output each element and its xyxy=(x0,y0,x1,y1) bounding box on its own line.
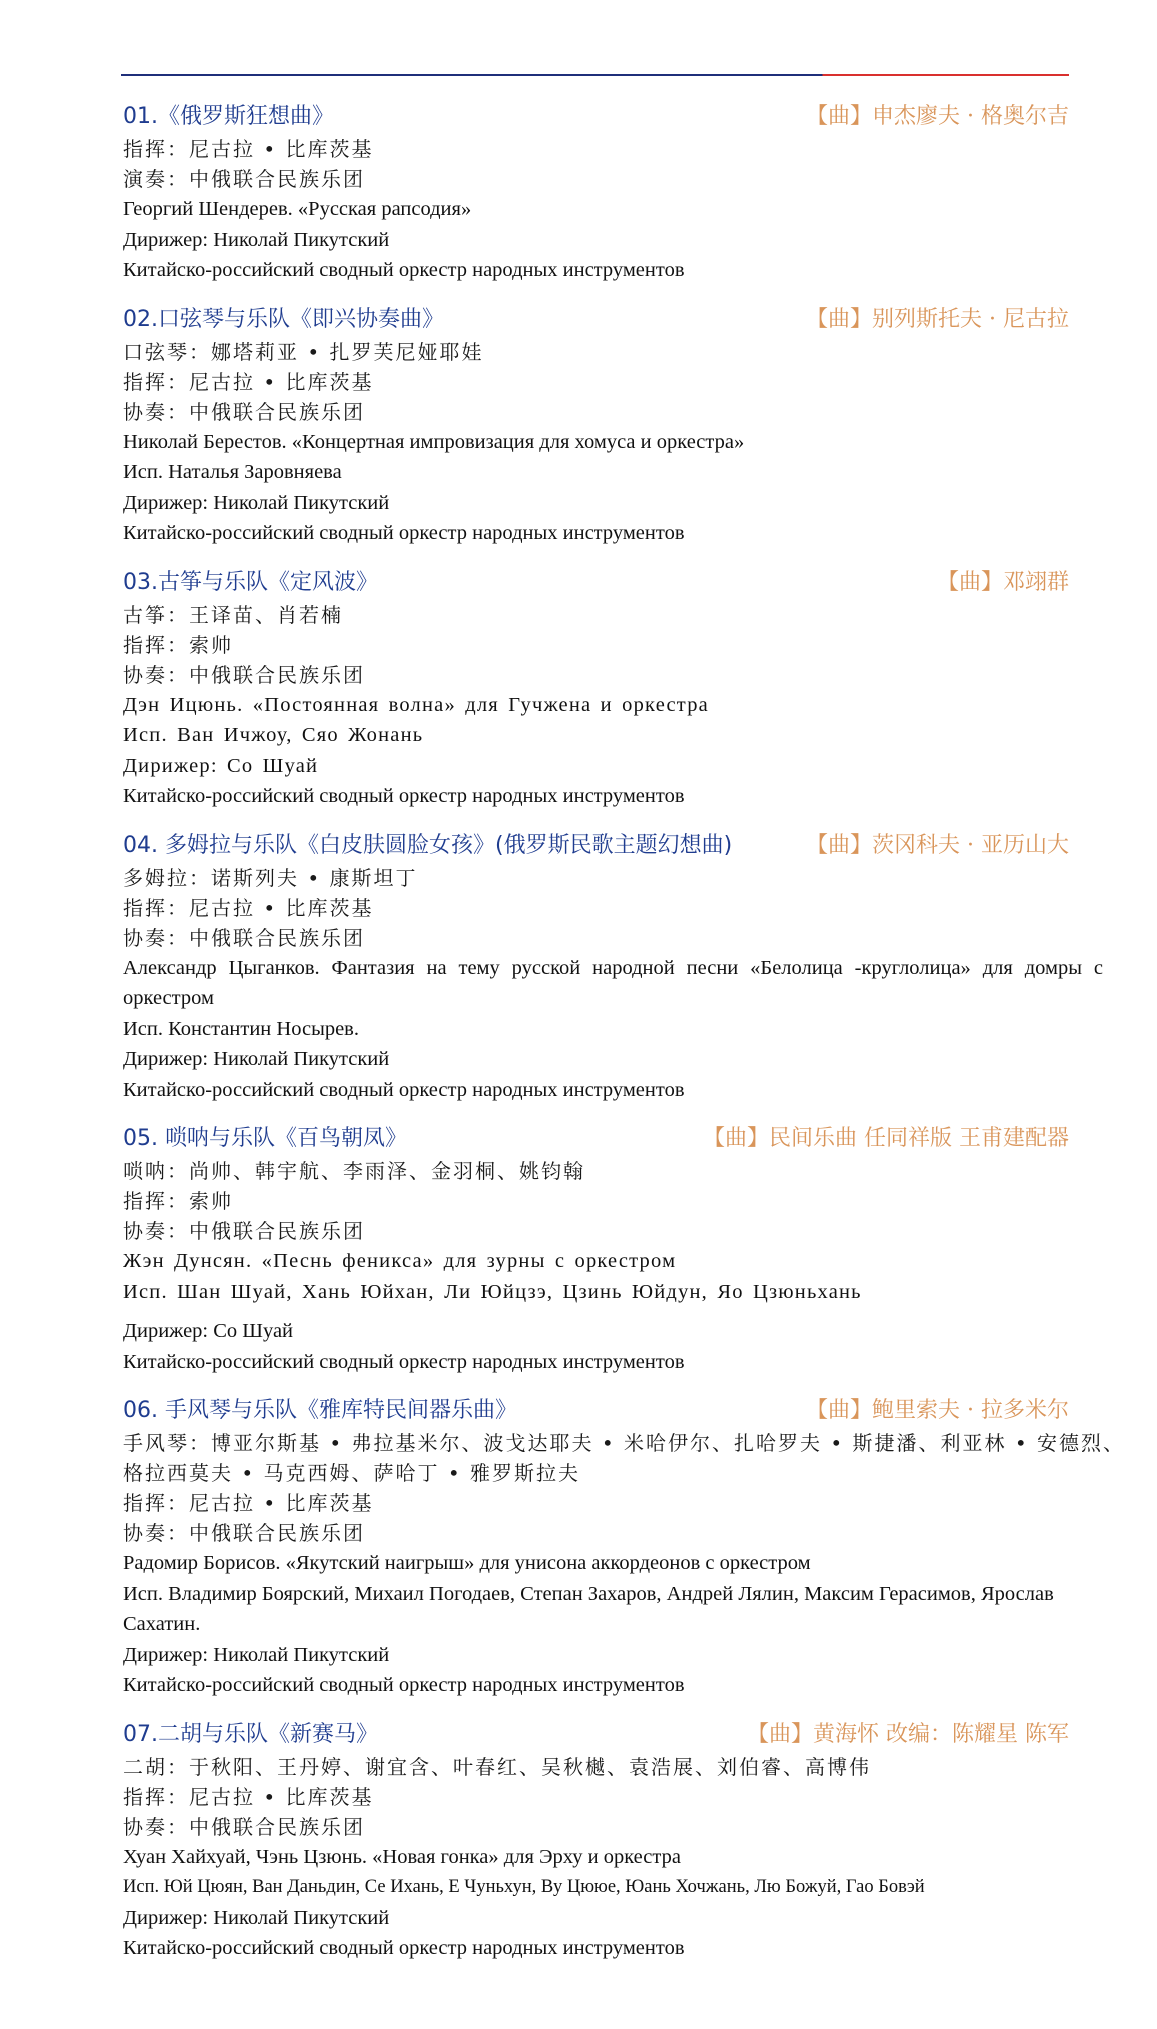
orchestra-ru: Китайско-российский сводный оркестр народных инструментов xyxy=(123,522,685,544)
accompaniment-zh: 协奏：中俄联合民族乐团 xyxy=(123,1521,365,1545)
soloist-zh: 口弦琴：娜塔莉亚 • 扎罗芙尼娅耶娃 xyxy=(123,339,484,364)
conductor-zh: 指挥：尼古拉 • 比库茨基 xyxy=(123,369,374,394)
work-title-ru: Георгий Шендерев. «Русская рапсодия» xyxy=(123,198,472,220)
soloist-ru: Исп. Шан Шуай, Хань Юйхан, Ли Юйцзэ, Цзинь Юйдун, Яо Цзюньхань xyxy=(123,1280,862,1303)
program-item-02 xyxy=(121,303,1101,549)
orchestra-ru: Китайско-российский сводный оркестр народных инструментов xyxy=(123,259,685,281)
piece-title: 03.古筝与乐队《定风波》 xyxy=(123,569,378,595)
program-item-01 xyxy=(121,100,1101,286)
composer-credit: 【曲】茨冈科夫 · 亚历山大 xyxy=(806,832,1069,858)
program-item-03 xyxy=(121,566,1101,812)
composer-credit: 【曲】民间乐曲 任同祥版 王甫建配器 xyxy=(703,1126,1069,1151)
composer-credit: 【曲】别列斯托夫 · 尼古拉 xyxy=(806,306,1069,332)
accompaniment-zh: 协奏：中俄联合民族乐团 xyxy=(123,662,365,687)
conductor-zh: 指挥：尼古拉 • 比库茨基 xyxy=(123,137,374,161)
piece-header xyxy=(121,829,1069,863)
soloist-ru: Исп. Юй Цюян, Ван Даньдин, Се Ихань, Е Чуньхун, Ву Цююе, Юань Хочжань, Лю Божуй, Гао Бовэй xyxy=(123,1877,925,1897)
piece-header xyxy=(121,100,1069,134)
conductor-zh: 指挥：尼古拉 • 比库茨基 xyxy=(123,1491,374,1515)
program-item-05 xyxy=(121,1122,1101,1377)
conductor-ru: Дирижер: Со Шуай xyxy=(123,1320,294,1342)
orchestra-ru: Китайско-российский сводный оркестр народных инструментов xyxy=(123,1937,685,1959)
conductor-ru: Дирижер: Николай Пикутский xyxy=(123,1048,390,1070)
program-item-04 xyxy=(121,829,1101,1106)
work-title-ru: Жэн Дунсян. «Песнь феникса» для зурны с оркестром xyxy=(123,1250,677,1272)
piece-title: 04. 多姆拉与乐队《白皮肤圆脸女孩》(俄罗斯民歌主题幻想曲) xyxy=(123,832,733,858)
conductor-zh: 指挥：尼古拉 • 比库茨基 xyxy=(123,895,374,920)
conductor-zh: 指挥：尼古拉 • 比库茨基 xyxy=(123,1784,374,1809)
work-title-ru: Радомир Борисов. «Якутский наигрыш» для унисона аккордеонов с оркестром xyxy=(123,1552,811,1574)
piece-header xyxy=(121,1718,1069,1752)
accompaniment-zh: 协奏：中俄联合民族乐团 xyxy=(123,399,365,424)
composer-credit: 【曲】申杰廖夫 · 格奥尔吉 xyxy=(806,104,1069,129)
orchestra-ru: Китайско-российский сводный оркестр народных инструментов xyxy=(123,1350,685,1373)
soloist-zh: 手风琴：博亚尔斯基 • 弗拉基米尔、波戈达耶夫 • 米哈伊尔、扎哈罗夫 • 斯捷潘、利亚林 • 安德烈、 xyxy=(123,1431,1126,1455)
composer-credit: 【曲】邓翊群 xyxy=(936,569,1069,595)
conductor-zh: 指挥：索帅 xyxy=(123,632,233,657)
performer-zh: 演奏：中俄联合民族乐团 xyxy=(123,167,365,191)
program-item-07 xyxy=(121,1718,1101,1964)
soloist-zh: 多姆拉：诺斯列夫 • 康斯坦丁 xyxy=(123,865,418,890)
conductor-ru: Дирижер: Николай Пикутский xyxy=(123,1643,390,1666)
conductor-ru: Дирижер: Николай Пикутский xyxy=(123,491,390,514)
piece-title: 05. 唢呐与乐队《百鸟朝凤》 xyxy=(123,1126,407,1151)
piece-title: 07.二胡与乐队《新赛马》 xyxy=(123,1721,378,1747)
piece-header xyxy=(121,566,1069,600)
work-title-ru: Хуан Хайхуай, Чэнь Цзюнь. «Новая гонка» для Эрху и оркестра xyxy=(123,1845,681,1868)
soloist-zh-continued: 格拉西莫夫 • 马克西姆、萨哈丁 • 雅罗斯拉夫 xyxy=(123,1461,581,1485)
soloist-ru: Исп. Владимир Боярский, Михаил Погодаев, Степан Захаров, Андрей Лялин, Максим Герасимов, Ярослав Сахатин. xyxy=(123,1582,1054,1635)
orchestra-ru: Китайско-российский сводный оркестр народных инструментов xyxy=(123,1078,685,1101)
piece-title: 02.口弦琴与乐队《即兴协奏曲》 xyxy=(123,306,444,332)
conductor-ru: Дирижер: Николай Пикутский xyxy=(123,228,390,251)
top-divider xyxy=(121,74,1069,76)
conductor-ru: Дирижер: Со Шуай xyxy=(123,754,319,777)
soloist-zh: 古筝：王译苗、肖若楠 xyxy=(123,602,343,627)
composer-credit: 【曲】鲍里索夫 · 拉多米尔 xyxy=(806,1398,1069,1423)
conductor-ru: Дирижер: Николай Пикутский xyxy=(123,1906,390,1929)
accompaniment-zh: 协奏：中俄联合民族乐团 xyxy=(123,1219,365,1243)
orchestra-ru: Китайско-российский сводный оркестр народных инструментов xyxy=(123,785,685,807)
soloist-zh: 二胡：于秋阳、王丹婷、谢宜含、叶春红、吴秋樾、袁浩展、刘伯睿、高博伟 xyxy=(123,1754,871,1779)
piece-header xyxy=(121,1122,1069,1156)
piece-title: 06. 手风琴与乐队《雅库特民间器乐曲》 xyxy=(123,1398,517,1423)
concert-program xyxy=(121,100,1126,1981)
soloist-ru: Исп. Ван Ичжоу, Сяо Жонань xyxy=(123,724,424,746)
program-item-06 xyxy=(121,1394,1126,1701)
orchestra-ru: Китайско-российский сводный оркестр народных инструментов xyxy=(123,1674,685,1696)
soloist-ru: Исп. Константин Носырев. xyxy=(123,1017,359,1040)
piece-header xyxy=(121,303,1069,337)
conductor-zh: 指挥：索帅 xyxy=(123,1189,233,1213)
work-title-ru: Николай Берестов. «Концертная импровизация для хомуса и оркестра» xyxy=(123,430,745,453)
accompaniment-zh: 协奏：中俄联合民族乐团 xyxy=(123,925,365,950)
piece-header xyxy=(121,1394,1069,1428)
piece-title: 01.《俄罗斯狂想曲》 xyxy=(123,104,334,129)
accompaniment-zh: 协奏：中俄联合民族乐团 xyxy=(123,1814,365,1839)
work-title-ru: Дэн Ицюнь. «Постоянная волна» для Гучжена и оркестра xyxy=(123,693,709,716)
work-title-ru: Александр Цыганков. Фантазия на тему русской народной песни «Белолица -круглолица» для домры с оркестром xyxy=(123,956,1103,1009)
soloist-ru: Исп. Наталья Заровняева xyxy=(123,461,342,483)
composer-credit: 【曲】黄海怀 改编：陈耀星 陈军 xyxy=(747,1721,1069,1747)
soloist-zh: 唢呐：尚帅、韩宇航、李雨泽、金羽桐、姚钧翰 xyxy=(123,1159,585,1183)
